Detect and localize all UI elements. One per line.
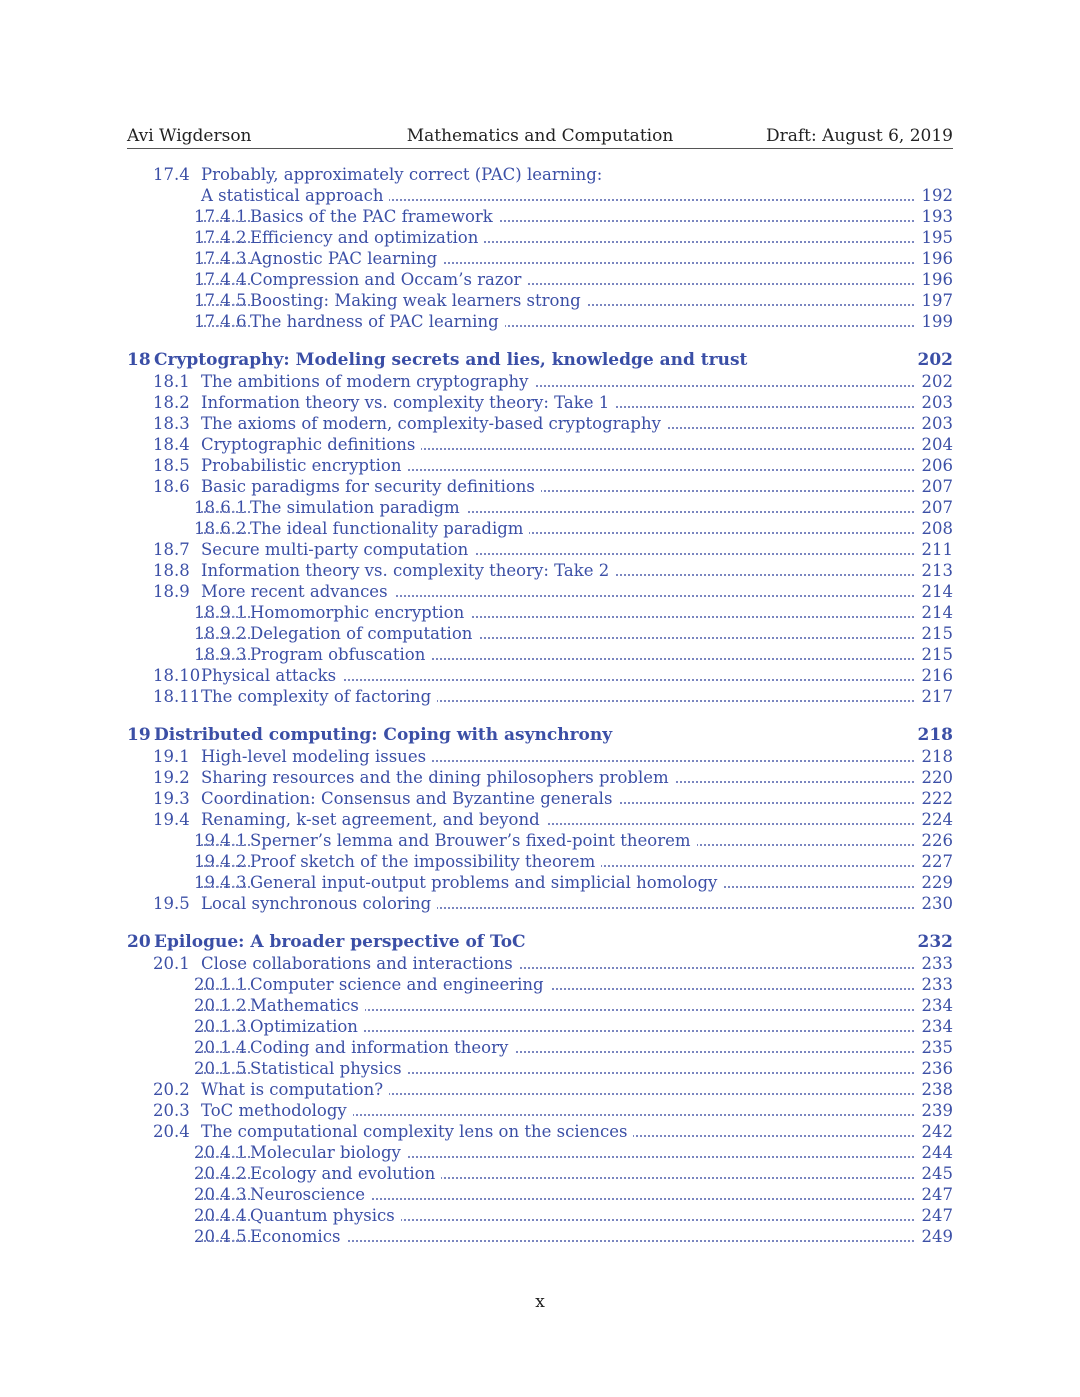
toc-entry[interactable]: [127, 851, 953, 872]
toc-entry-number: 17.4: [153, 165, 190, 184]
toc-entry-page: 216: [916, 665, 954, 686]
toc-entry-page: 206: [916, 455, 954, 476]
toc-entry-page: 233: [916, 953, 954, 974]
toc-entry-page: 249: [916, 1226, 954, 1247]
toc-entry-title: The hardness of PAC learning: [250, 311, 505, 332]
toc-entry-title: Cryptographic definitions: [201, 434, 421, 455]
toc-entry-title: Statistical physics: [250, 1058, 408, 1079]
toc-entry-page: 214: [916, 602, 954, 623]
toc-entry[interactable]: [127, 1058, 953, 1079]
toc-entry[interactable]: [127, 686, 953, 707]
toc-entry-number: 18.5: [153, 456, 190, 475]
toc-entry-page: 239: [916, 1100, 954, 1121]
toc-entry[interactable]: [127, 539, 953, 560]
toc-entry-number: 19.5: [153, 894, 190, 913]
toc-entry-number: 18.3: [153, 414, 190, 433]
toc-entry-title: Epilogue: A broader perspective of ToC: [154, 932, 526, 952]
toc-entry[interactable]: [127, 1184, 953, 1205]
toc-entry-page: 208: [916, 518, 954, 539]
toc-entry[interactable]: [127, 953, 953, 974]
toc-entry[interactable]: [127, 518, 953, 539]
toc-entry-title: Sharing resources and the dining philosophers problem: [201, 767, 675, 788]
toc-entry-title: Agnostic PAC learning: [250, 248, 443, 269]
toc-entry[interactable]: [127, 767, 953, 788]
toc-entry-page: 224: [916, 809, 954, 830]
toc-entry[interactable]: [127, 1079, 953, 1100]
toc-entry-number: 18.4: [153, 435, 190, 454]
toc-entry-number: 18.10: [153, 666, 201, 685]
toc-entry-number: 18.11: [153, 687, 201, 706]
toc-entry-page: 193: [916, 206, 954, 227]
toc-entry[interactable]: [127, 788, 953, 809]
toc-entry[interactable]: [127, 185, 953, 206]
toc-entry[interactable]: [127, 227, 953, 248]
toc-entry-title: Compression and Occam’s razor: [250, 269, 527, 290]
toc-entry-number: 18.2: [153, 393, 190, 412]
toc-entry[interactable]: [127, 206, 953, 227]
header-draft-date: Draft: August 6, 2019: [765, 126, 953, 146]
toc-entry-number: 20.4.3: [194, 1185, 247, 1204]
toc-entry[interactable]: [127, 872, 953, 893]
toc-entry-page: 199: [916, 311, 954, 332]
toc-entry-number: 20.4.4: [194, 1206, 247, 1225]
toc-entry-page: 218: [916, 746, 954, 767]
toc-entry-page: 192: [916, 185, 954, 206]
toc-entry[interactable]: [127, 248, 953, 269]
toc-entry-title: High-level modeling issues: [201, 746, 432, 767]
toc-entry-number: 18.6.1: [194, 498, 247, 517]
toc-entry[interactable]: [127, 665, 953, 686]
toc-entry-number: 19.4.1: [194, 831, 247, 850]
toc-entry-page: 233: [916, 974, 954, 995]
toc-entry-number: 18.7: [153, 540, 190, 559]
toc-entry-title: Close collaborations and interactions: [201, 953, 519, 974]
toc-entry-page: 247: [916, 1205, 954, 1226]
toc-entry-title: The complexity of factoring: [201, 686, 437, 707]
toc-entry-title: Distributed computing: Coping with asynchrony: [154, 725, 613, 745]
toc-chapter-entry[interactable]: [127, 350, 953, 371]
toc-entry-page: 215: [916, 623, 954, 644]
toc-entry[interactable]: [127, 644, 953, 665]
toc-entry-number: 19.2: [153, 768, 190, 787]
toc-entry-page: 196: [916, 248, 954, 269]
toc-entry-number: 19.4.2: [194, 852, 247, 871]
table-of-contents: [127, 164, 953, 1247]
page-header: [127, 124, 953, 149]
toc-entry-page: 247: [916, 1184, 954, 1205]
toc-entry-page: 226: [916, 830, 954, 851]
toc-entry-number: 20.1.4: [194, 1038, 247, 1057]
toc-entry[interactable]: [127, 413, 953, 434]
toc-entry[interactable]: [127, 269, 953, 290]
toc-entry-title: The simulation paradigm: [250, 497, 466, 518]
toc-entry-number: 19: [127, 725, 151, 745]
toc-entry-title: The axioms of modern, complexity-based cryptography: [201, 413, 667, 434]
toc-entry-number: 20.4: [153, 1122, 190, 1141]
toc-entry-title: Neuroscience: [250, 1184, 371, 1205]
toc-entry-number: 20.1.3: [194, 1017, 247, 1036]
toc-entry-number: 20.4.1: [194, 1143, 247, 1162]
toc-entry-title: Economics: [250, 1226, 346, 1247]
toc-entry[interactable]: [127, 995, 953, 1016]
toc-entry-page: 202: [912, 350, 954, 371]
toc-entry-page: 234: [916, 1016, 954, 1037]
toc-entry-number: 20.1.5: [194, 1059, 247, 1078]
toc-entry-page: 235: [916, 1037, 954, 1058]
toc-entry-title: Basic paradigms for security definitions: [201, 476, 541, 497]
toc-entry-title: Probabilistic encryption: [201, 455, 407, 476]
toc-entry-title: Computer science and engineering: [250, 974, 550, 995]
toc-entry-page: 232: [912, 932, 954, 953]
toc-entry-title: Renaming, k-set agreement, and beyond: [201, 809, 546, 830]
toc-entry-title: Optimization: [250, 1016, 364, 1037]
toc-entry-title: Sperner’s lemma and Brouwer’s fixed-point theorem: [250, 830, 697, 851]
toc-entry-title: The ambitions of modern cryptography: [201, 371, 534, 392]
toc-entry[interactable]: [127, 371, 953, 392]
toc-entry-title: Basics of the PAC framework: [250, 206, 499, 227]
toc-chapter-entry[interactable]: [127, 932, 953, 953]
toc-entry[interactable]: [127, 1205, 953, 1226]
toc-entry-title: Homomorphic encryption: [250, 602, 470, 623]
toc-entry-number: 20.1.1: [194, 975, 247, 994]
toc-entry[interactable]: [127, 434, 953, 455]
toc-entry[interactable]: [127, 497, 953, 518]
toc-entry-number: 18.8: [153, 561, 190, 580]
toc-entry-title: Information theory vs. complexity theory: Take 2: [201, 560, 615, 581]
toc-entry-page: 197: [916, 290, 954, 311]
toc-entry-title: Quantum physics: [250, 1205, 401, 1226]
toc-entry[interactable]: [127, 1100, 953, 1121]
toc-entry-page: 217: [916, 686, 954, 707]
toc-entry-page: 207: [916, 476, 954, 497]
toc-entry-title: Molecular biology: [250, 1142, 407, 1163]
toc-entry-page: 230: [916, 893, 954, 914]
toc-entry-number: 20.4.5: [194, 1227, 247, 1246]
toc-entry-page: 214: [916, 581, 954, 602]
toc-entry-title: Local synchronous coloring: [201, 893, 437, 914]
toc-entry-title: Boosting: Making weak learners strong: [250, 290, 587, 311]
toc-entry-page: 213: [916, 560, 954, 581]
toc-entry-title: What is computation?: [201, 1079, 389, 1100]
toc-entry-page: 211: [916, 539, 954, 560]
toc-entry-page: 202: [916, 371, 954, 392]
toc-entry-number: 17.4.2: [194, 228, 247, 247]
toc-entry[interactable]: [127, 560, 953, 581]
toc-entry-page: 220: [916, 767, 954, 788]
toc-entry-page: 218: [912, 725, 954, 746]
toc-entry-number: 18.9.3: [194, 645, 247, 664]
toc-entry[interactable]: [127, 1163, 953, 1184]
toc-entry-title: Mathematics: [250, 995, 365, 1016]
toc-entry[interactable]: [127, 1016, 953, 1037]
toc-entry-title: More recent advances: [201, 581, 394, 602]
toc-entry-page: 238: [916, 1079, 954, 1100]
toc-entry-number: 19.4: [153, 810, 190, 829]
toc-entry-number: 18.9.1: [194, 603, 247, 622]
toc-entry[interactable]: [127, 311, 953, 332]
toc-entry[interactable]: [127, 830, 953, 851]
toc-entry-page: 245: [916, 1163, 954, 1184]
toc-entry-title: Coding and information theory: [250, 1037, 514, 1058]
toc-entry-number: 18.6: [153, 477, 190, 496]
toc-entry-page: 196: [916, 269, 954, 290]
toc-entry-number: 17.4.1: [194, 207, 247, 226]
toc-entry-number: 20.4.2: [194, 1164, 247, 1183]
toc-entry-number: 20.3: [153, 1101, 190, 1120]
toc-entry-page: 229: [916, 872, 954, 893]
toc-entry-number: 17.4.4: [194, 270, 247, 289]
toc-entry[interactable]: [127, 893, 953, 914]
toc-entry-number: 18.1: [153, 372, 190, 391]
toc-entry-page: 222: [916, 788, 954, 809]
toc-entry[interactable]: [127, 602, 953, 623]
toc-entry[interactable]: [127, 1037, 953, 1058]
toc-entry-title: Secure multi-party computation: [201, 539, 474, 560]
toc-entry-title: ToC methodology: [201, 1100, 353, 1121]
toc-entry-title: Delegation of computation: [250, 623, 478, 644]
toc-entry-number: 20.1: [153, 954, 190, 973]
toc-entry-page: 227: [916, 851, 954, 872]
toc-entry-title: Program obfuscation: [250, 644, 431, 665]
toc-entry-number: 20: [127, 932, 151, 952]
toc-entry[interactable]: [127, 1226, 953, 1247]
toc-entry[interactable]: [127, 623, 953, 644]
toc-entry-page: 207: [916, 497, 954, 518]
toc-entry-number: 20.2: [153, 1080, 190, 1099]
toc-entry-title: Coordination: Consensus and Byzantine generals: [201, 788, 618, 809]
toc-entry[interactable]: [127, 581, 953, 602]
toc-entry-title: Probably, approximately correct (PAC) learning:: [201, 164, 608, 185]
page-number: x: [535, 1292, 545, 1312]
toc-entry-page: 215: [916, 644, 954, 665]
header-book-title: Mathematics and Computation: [406, 126, 674, 146]
toc-entry-page: 195: [916, 227, 954, 248]
toc-entry-title: Cryptography: Modeling secrets and lies, knowledge and trust: [154, 350, 748, 370]
toc-entry[interactable]: [127, 455, 953, 476]
toc-entry[interactable]: [127, 974, 953, 995]
toc-entry-number: 19.3: [153, 789, 190, 808]
toc-chapter-entry[interactable]: [127, 725, 953, 746]
toc-entry-page: 203: [916, 392, 954, 413]
toc-entry-number: 17.4.3: [194, 249, 247, 268]
toc-entry-number: 19.1: [153, 747, 190, 766]
toc-entry-number: 18.9: [153, 582, 190, 601]
toc-entry[interactable]: [127, 164, 953, 185]
toc-entry[interactable]: [127, 290, 953, 311]
toc-entry-title: The ideal functionality paradigm: [250, 518, 529, 539]
toc-entry-title: Ecology and evolution: [250, 1163, 441, 1184]
toc-entry-number: 20.1.2: [194, 996, 247, 1015]
toc-entry-number: 18.6.2: [194, 519, 247, 538]
toc-entry[interactable]: [127, 746, 953, 767]
toc-entry-title: General input-output problems and simplicial homology: [250, 872, 723, 893]
toc-entry-title: Proof sketch of the impossibility theorem: [250, 851, 601, 872]
toc-entry-title: Efficiency and optimization: [250, 227, 484, 248]
toc-entry-number: 18.9.2: [194, 624, 247, 643]
toc-entry-number: 19.4.3: [194, 873, 247, 892]
toc-entry-number: 18: [127, 350, 151, 370]
toc-entry[interactable]: [127, 476, 953, 497]
toc-entry-page: 242: [916, 1121, 954, 1142]
toc-entry-title: Information theory vs. complexity theory: Take 1: [201, 392, 615, 413]
toc-entry[interactable]: [127, 1121, 953, 1142]
toc-entry-page: 204: [916, 434, 954, 455]
toc-entry-page: 203: [916, 413, 954, 434]
toc-entry-number: 17.4.6: [194, 312, 247, 331]
toc-entry-page: 244: [916, 1142, 954, 1163]
toc-entry[interactable]: [127, 1142, 953, 1163]
toc-entry-page: 234: [916, 995, 954, 1016]
toc-entry-title: Physical attacks: [201, 665, 342, 686]
toc-entry[interactable]: [127, 392, 953, 413]
header-author: Avi Wigderson: [127, 126, 252, 146]
toc-entry-page: 236: [916, 1058, 954, 1079]
toc-entry-number: 17.4.5: [194, 291, 247, 310]
toc-entry-title: A statistical approach: [201, 185, 389, 206]
toc-entry-title: The computational complexity lens on the sciences: [201, 1121, 633, 1142]
toc-entry[interactable]: [127, 809, 953, 830]
